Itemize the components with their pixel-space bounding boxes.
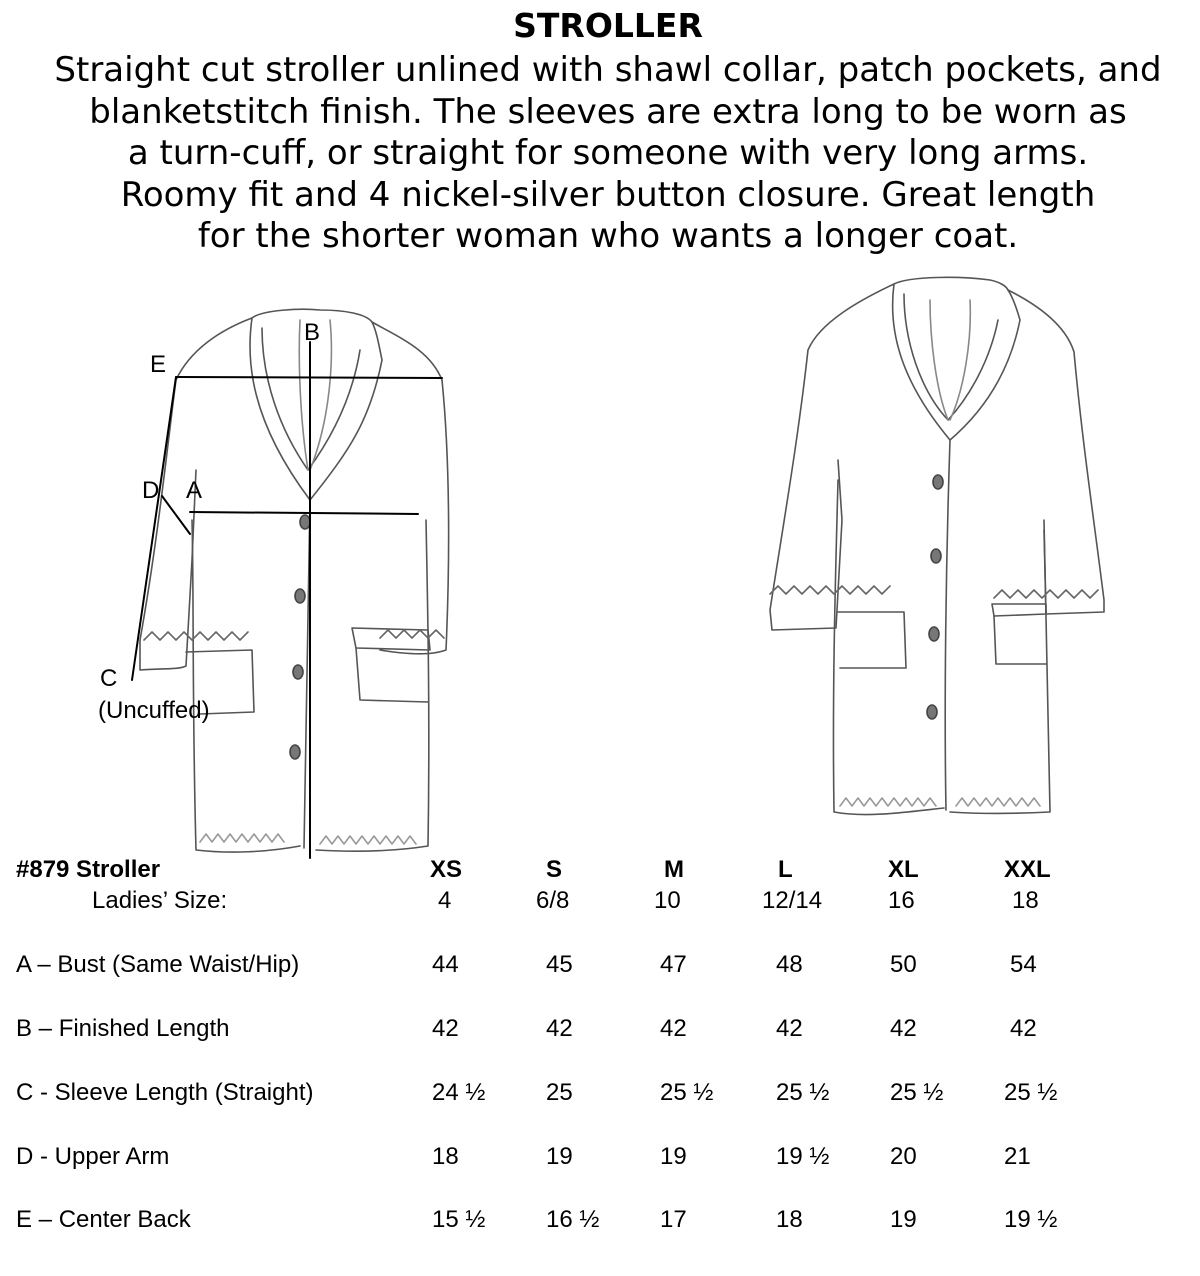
measure-line-a [190, 512, 418, 514]
label-c-note: (Uncuffed) [98, 697, 210, 724]
product-description [0, 50, 1200, 258]
description-line: a turn-cuff, or straight for someone with very long arms. [127, 133, 1089, 173]
measurement-value: 25 [546, 1079, 573, 1106]
label-b: B [304, 319, 321, 346]
coat-outline [140, 309, 449, 852]
measurement-label: E – Center Back [16, 1206, 191, 1233]
measurement-value: 15 ½ [432, 1206, 486, 1233]
description-line: blanketstitch finish. The sleeves are extra long to be worn as [89, 91, 1127, 132]
measurement-label: D - Upper Arm [16, 1143, 170, 1170]
label-c: C [100, 665, 118, 692]
measurement-value: 16 ½ [546, 1206, 600, 1233]
ladies-size-value: 6/8 [536, 887, 570, 914]
coat-sketch-measured [0, 290, 600, 870]
size-header: L [778, 856, 793, 883]
button-group [927, 475, 943, 719]
measurement-value: 25 ½ [1004, 1079, 1058, 1106]
description-line: for the shorter woman who wants a longer coat. [197, 216, 1019, 256]
size-header: M [664, 856, 684, 883]
ladies-size-value: 16 [888, 887, 915, 914]
measurement-value: 44 [432, 951, 459, 978]
description-line: Straight cut stroller unlined with shawl collar, patch pockets, and [54, 50, 1162, 90]
coat-button [295, 589, 305, 603]
ladies-size-value: 18 [1012, 887, 1039, 914]
ladies-size-value: 12/14 [762, 887, 823, 914]
size-header: XXL [1004, 856, 1051, 883]
measurement-value: 25 ½ [776, 1079, 830, 1106]
size-header: S [546, 856, 563, 883]
coat-button [929, 627, 939, 641]
coat-outline [770, 277, 1104, 814]
measurement-value: 42 [890, 1015, 917, 1042]
measurement-value: 42 [776, 1015, 803, 1042]
measurement-value: 25 ½ [660, 1079, 714, 1106]
description-line: Roomy fit and 4 nickel-silver button closure. Great length [120, 174, 1096, 215]
coat-button [293, 665, 303, 679]
label-a: A [186, 477, 203, 504]
measurement-lines [132, 342, 442, 858]
measurement-value: 47 [660, 951, 687, 978]
measurement-value: 19 [660, 1143, 687, 1170]
measurement-value: 21 [1004, 1143, 1031, 1170]
measurement-label: A – Bust (Same Waist/Hip) [16, 951, 300, 978]
measurement-label: C - Sleeve Length (Straight) [16, 1079, 314, 1106]
size-header: XL [888, 856, 919, 883]
label-d: D [142, 477, 160, 504]
coat-button [933, 475, 943, 489]
ladies-size-label: Ladies’ Size: [92, 887, 228, 914]
measurement-value: 48 [776, 951, 803, 978]
measurement-value: 42 [660, 1015, 687, 1042]
ladies-size-value: 10 [654, 887, 681, 914]
label-e: E [150, 351, 167, 378]
measurement-value: 42 [546, 1015, 573, 1042]
page-title: STROLLER [513, 6, 703, 45]
coat-button [927, 705, 937, 719]
measurement-value: 19 ½ [776, 1143, 830, 1170]
measurement-value: 54 [1010, 951, 1037, 978]
measurement-value: 24 ½ [432, 1079, 486, 1106]
measurement-value: 42 [1010, 1015, 1037, 1042]
coat-button [290, 745, 300, 759]
size-header: XS [430, 856, 463, 883]
measurement-value: 50 [890, 951, 917, 978]
measurement-value: 19 [890, 1206, 917, 1233]
measurement-value: 18 [776, 1206, 803, 1233]
measurement-label: B – Finished Length [16, 1015, 230, 1042]
ladies-size-value: 4 [438, 887, 452, 914]
measurement-value: 25 ½ [890, 1079, 944, 1106]
measurement-value: 19 ½ [1004, 1206, 1058, 1233]
coat-sketch-front [600, 270, 1200, 830]
measurement-value: 19 [546, 1143, 573, 1170]
measurement-value: 45 [546, 951, 573, 978]
product-name: #879 Stroller [16, 856, 161, 883]
measurement-value: 18 [432, 1143, 459, 1170]
measurement-value: 20 [890, 1143, 917, 1170]
measurement-value: 17 [660, 1206, 687, 1233]
coat-button [300, 515, 310, 529]
coat-button [931, 549, 941, 563]
measurement-value: 42 [432, 1015, 459, 1042]
